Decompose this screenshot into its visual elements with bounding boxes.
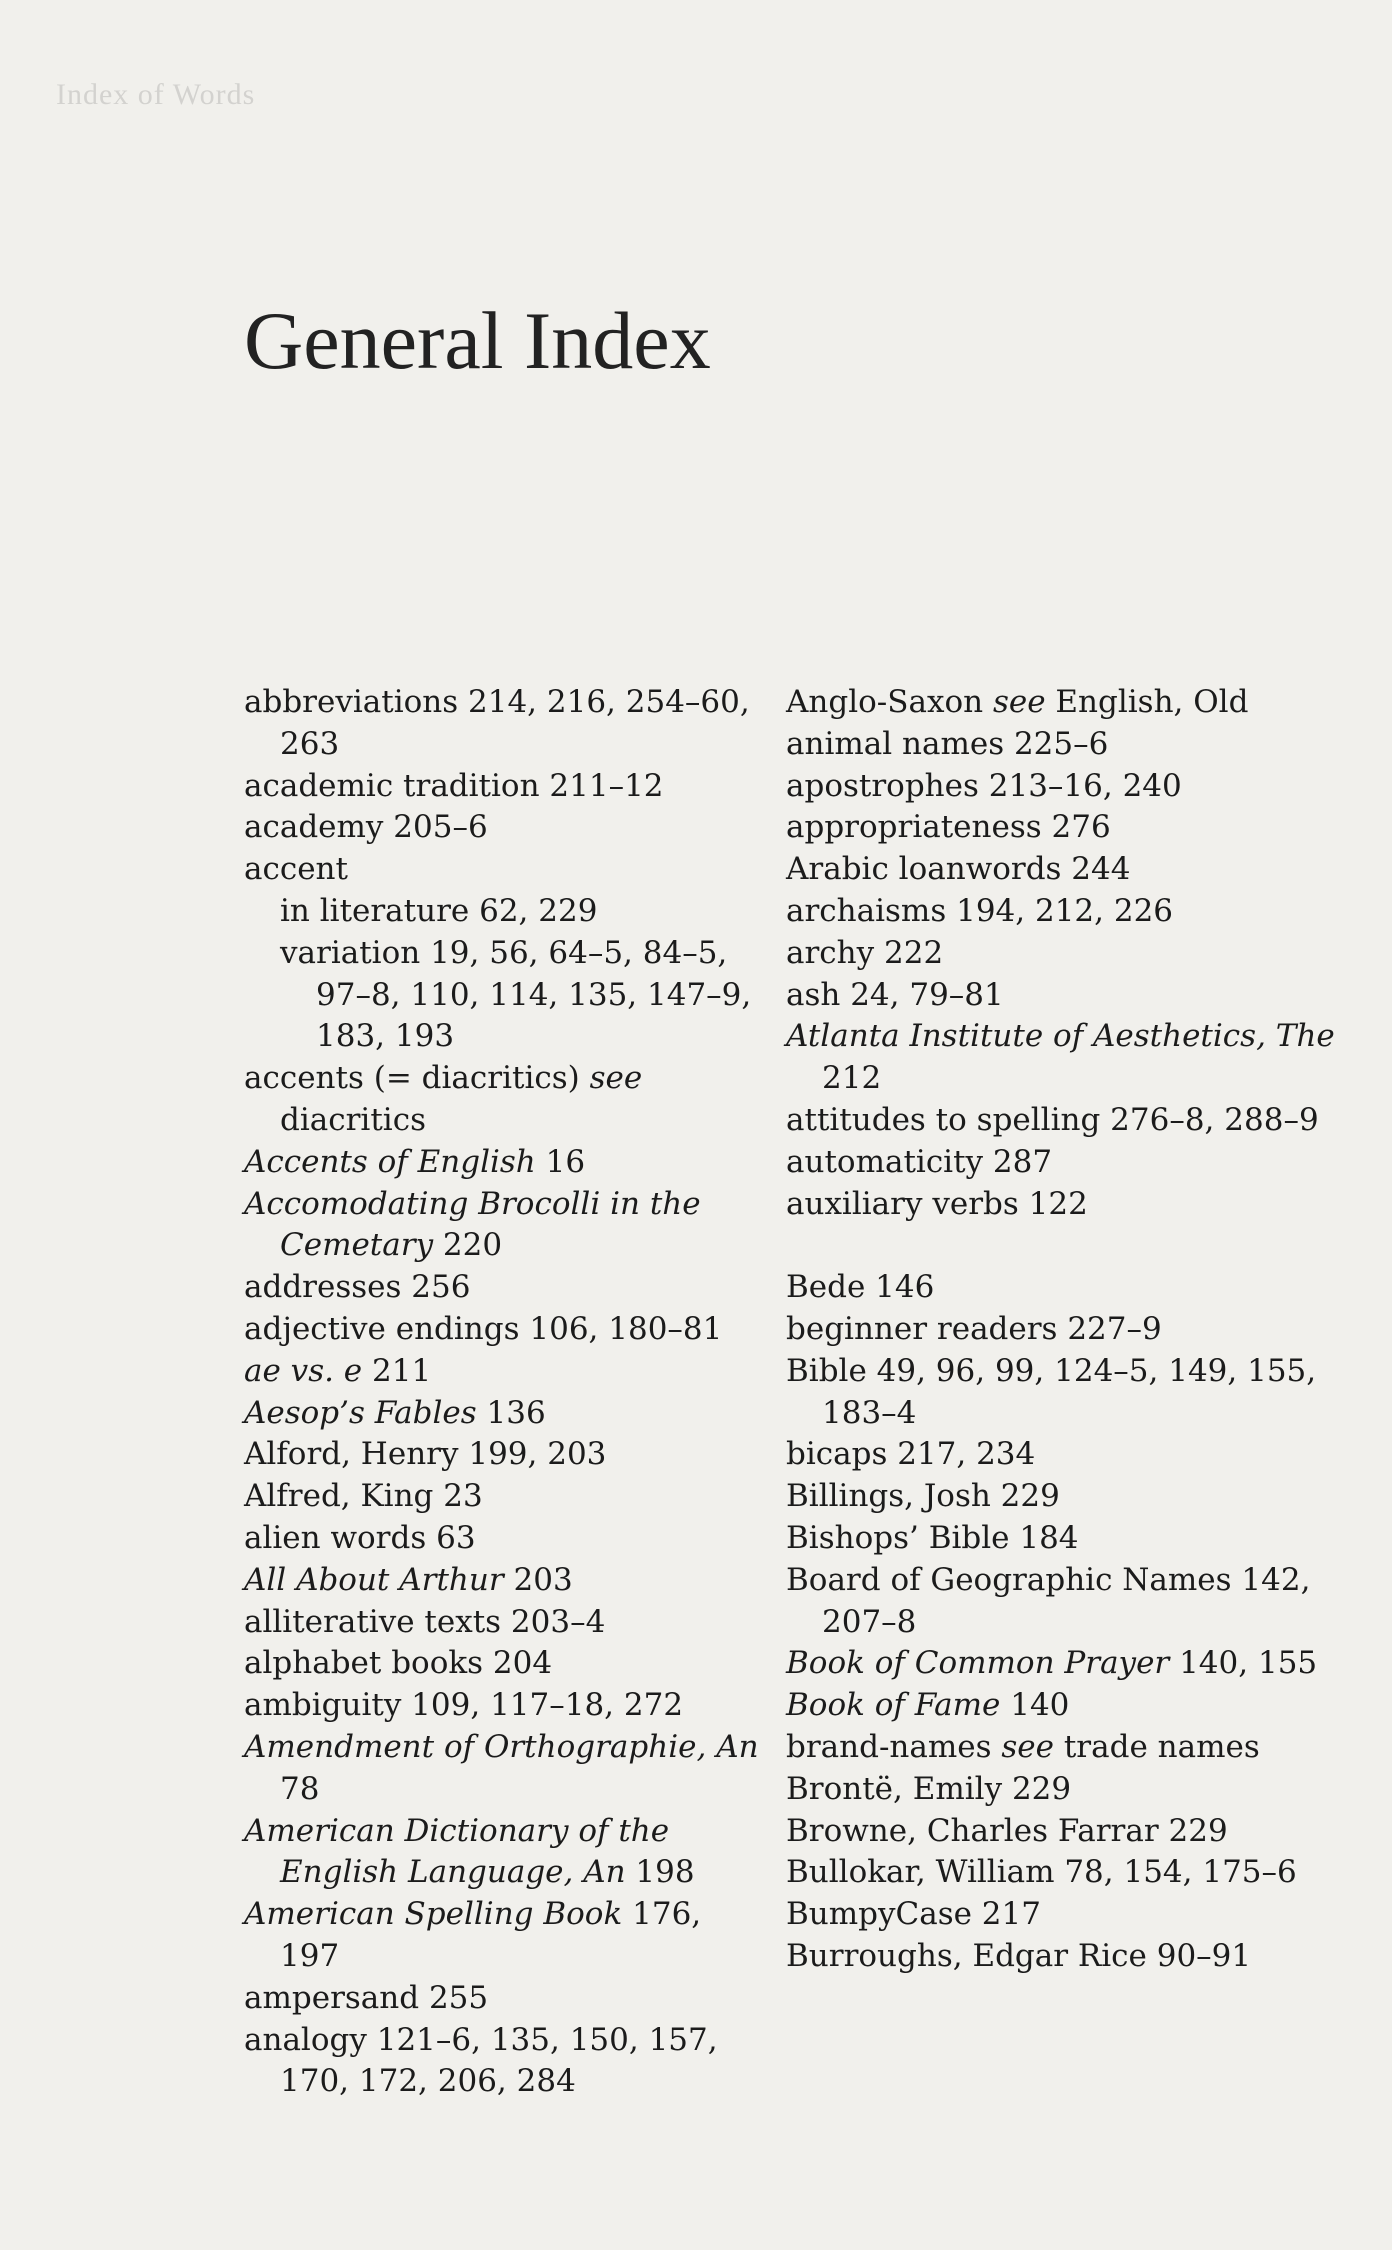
italic-text: Amendment of Orthographie, An	[244, 1728, 759, 1765]
index-entry	[244, 1643, 764, 1685]
italic-text: see	[1001, 1728, 1054, 1765]
index-entry	[786, 1560, 1346, 1644]
entry-text: adjective endings 106, 180–81	[244, 1310, 723, 1347]
entry-text: 16	[535, 1143, 586, 1180]
entry-text: alliterative texts 203–4	[244, 1603, 606, 1640]
entry-text: Bullokar, William 78, 154, 175–6	[786, 1854, 1297, 1891]
index-entry	[244, 1393, 764, 1435]
index-entry	[786, 724, 1346, 766]
index-entry	[244, 1811, 764, 1895]
index-entry	[786, 1769, 1346, 1811]
entry-text: academic tradition 211–12	[244, 767, 664, 804]
index-entry	[244, 1267, 764, 1309]
entry-text: 140	[1000, 1687, 1070, 1724]
index-entry	[244, 1351, 764, 1393]
entry-text: Browne, Charles Farrar 229	[786, 1812, 1228, 1849]
entry-text: bicaps 217, 234	[786, 1436, 1036, 1473]
entry-text: trade names	[1054, 1728, 1260, 1765]
entry-text: 203	[503, 1561, 573, 1598]
index-entry	[244, 1309, 764, 1351]
entry-text: archaisms 194, 212, 226	[786, 892, 1174, 929]
index-subentry	[244, 933, 764, 1058]
index-entry	[786, 1351, 1346, 1435]
index-entry	[786, 1309, 1346, 1351]
index-entry	[786, 891, 1346, 933]
index-entry	[786, 1727, 1346, 1769]
entry-text: attitudes to spelling 276–8, 288–9	[786, 1101, 1319, 1138]
entry-text: Alford, Henry 199, 203	[244, 1436, 607, 1473]
index-entry	[244, 1727, 764, 1811]
index-column-left	[244, 682, 764, 2103]
index-entry	[786, 1476, 1346, 1518]
index-entry	[786, 849, 1346, 891]
italic-text: Accents of English	[244, 1143, 536, 1180]
index-entry	[244, 1685, 764, 1727]
entry-text: Alfred, King 23	[244, 1478, 483, 1515]
index-subentry	[244, 891, 764, 933]
index-entry	[786, 1936, 1346, 1978]
entry-text: academy 205–6	[244, 809, 488, 846]
index-entry	[786, 1184, 1346, 1226]
index-entry	[786, 1518, 1346, 1560]
entry-text: 176, 197	[280, 1896, 702, 1974]
italic-text: Book of Common Prayer	[786, 1645, 1170, 1682]
index-entry	[244, 1476, 764, 1518]
entry-text: Board of Geographic Names 142, 207–8	[786, 1561, 1311, 1640]
entry-text: beginner readers 227–9	[786, 1310, 1162, 1347]
entry-text: auxiliary verbs 122	[786, 1185, 1088, 1222]
italic-text: ae vs. e	[244, 1352, 363, 1389]
entry-text: appropriateness 276	[786, 809, 1111, 846]
entry-text: 212	[822, 1060, 882, 1097]
entry-text: Billings, Josh 229	[786, 1478, 1060, 1515]
italic-text: American Dictionary of the English Language, An	[244, 1812, 670, 1891]
index-entry	[786, 1267, 1346, 1309]
entry-text: alien words 63	[244, 1519, 476, 1556]
entry-text: ampersand 255	[244, 1979, 489, 2016]
italic-text: Book of Fame	[786, 1687, 1001, 1724]
entry-text: Bishops’ Bible 184	[786, 1519, 1079, 1556]
index-entry	[786, 1434, 1346, 1476]
entry-text: addresses 256	[244, 1269, 471, 1306]
index-entry	[786, 1016, 1346, 1100]
index-entry	[786, 1142, 1346, 1184]
entry-text: ambiguity 109, 117–18, 272	[244, 1687, 684, 1724]
page-title: General Index	[244, 295, 711, 386]
entry-text: 140, 155	[1169, 1645, 1318, 1682]
entry-text: Brontë, Emily 229	[786, 1770, 1072, 1807]
index-entry	[244, 2020, 764, 2104]
italic-text: see	[589, 1060, 643, 1097]
index-entry	[786, 1685, 1346, 1727]
entry-text: in literature 62, 229	[280, 892, 598, 929]
entry-text: 78	[280, 1770, 320, 1807]
italic-text: see	[992, 684, 1046, 720]
entry-text: ash 24, 79–81	[786, 976, 1004, 1013]
entry-text: automaticity 287	[786, 1143, 1053, 1180]
entry-text: accent	[244, 851, 348, 888]
index-entry	[244, 1184, 764, 1268]
index-entry	[244, 1602, 764, 1644]
index-entry	[786, 1852, 1346, 1894]
index-column-right	[786, 682, 1346, 1978]
entry-text: Anglo-Saxon	[786, 684, 993, 720]
entry-text: alphabet books 204	[244, 1645, 553, 1682]
entry-text: Bible 49, 96, 99, 124–5, 149, 155, 183–4	[786, 1352, 1317, 1431]
entry-text: 136	[476, 1394, 546, 1431]
entry-text: archy 222	[786, 934, 944, 971]
italic-text: Atlanta Institute of Aesthetics, The	[786, 1018, 1335, 1055]
entry-text: abbreviations 214, 216, 254–60, 263	[244, 684, 750, 762]
entry-text: Arabic loanwords 244	[786, 851, 1131, 888]
italic-text: Accomodating Brocolli in the Cemetary	[244, 1185, 701, 1264]
index-entry	[244, 849, 764, 891]
entry-text: animal names 225–6	[786, 725, 1109, 762]
entry-text: 198	[625, 1854, 695, 1891]
index-entry	[786, 766, 1346, 808]
index-entry	[244, 1434, 764, 1476]
index-entry	[244, 766, 764, 808]
index-entry	[786, 807, 1346, 849]
entry-text: Bede 146	[786, 1269, 935, 1306]
entry-text: English, Old	[1045, 684, 1249, 720]
index-entry	[244, 682, 764, 766]
entry-text: apostrophes 213–16, 240	[786, 767, 1182, 804]
entry-text: analogy 121–6, 135, 150, 157, 170, 172, 206, 284	[244, 2021, 718, 2100]
index-entry	[786, 1643, 1346, 1685]
index-entry	[244, 1894, 764, 1978]
entry-text: 211	[362, 1352, 432, 1389]
index-entry	[786, 1894, 1346, 1936]
index-entry	[786, 975, 1346, 1017]
index-entry	[786, 682, 1346, 724]
entry-text: brand-names	[786, 1728, 1002, 1765]
bleed-through-header: Index of Words	[56, 78, 256, 111]
index-entry	[786, 933, 1346, 975]
entry-text: BumpyCase 217	[786, 1896, 1041, 1933]
entry-text: accents (= diacritics)	[244, 1060, 590, 1097]
index-entry	[244, 1058, 764, 1142]
index-entry	[786, 1100, 1346, 1142]
italic-text: All About Arthur	[244, 1561, 504, 1598]
index-entry	[244, 1978, 764, 2020]
entry-text: Burroughs, Edgar Rice 90–91	[786, 1937, 1252, 1974]
index-entry	[244, 807, 764, 849]
italic-text: American Spelling Book	[244, 1896, 623, 1933]
index-entry	[244, 1560, 764, 1602]
entry-text: diacritics	[280, 1101, 426, 1138]
index-entry	[244, 1518, 764, 1560]
entry-text: variation 19, 56, 64–5, 84–5, 97–8, 110, 114, 135, 147–9, 183, 193	[280, 934, 752, 1055]
entry-text: 220	[433, 1227, 503, 1264]
index-entry	[244, 1142, 764, 1184]
index-entry	[786, 1811, 1346, 1853]
italic-text: Aesop’s Fables	[244, 1394, 477, 1431]
